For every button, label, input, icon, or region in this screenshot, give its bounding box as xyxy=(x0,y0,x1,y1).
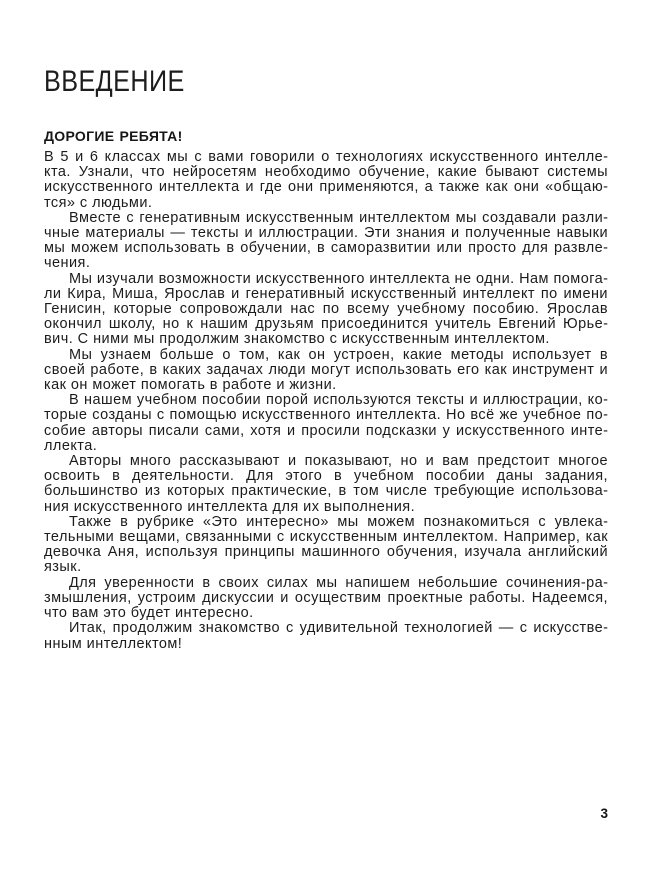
paragraph-3: Мы изучали возможности искусственного интеллекта не одни. Нам помогали Кира, Миша, Ярослав и генеративный искусственный интеллект по имени Генисин, которые сопровождали нас по всему учебному пособию. Ярослав окончил школу, но к нашим друзьям присоединится учитель Евгений Юрьевич. С ними мы продолжим знакомство с искусственным интеллектом. xyxy=(44,270,608,348)
page-title-text: ВВЕДЕНИЕ xyxy=(44,65,185,98)
paragraph-1: В 5 и 6 классах мы с вами говорили о технологиях искусственного интеллекта. Узнали, что нейросетям необходимо обучение, какие бывают системы искусственного интеллекта и где они применяются, а также как они «общаются» с людьми. xyxy=(44,149,608,211)
paragraph-2: Вместе с генеративным искусственным интеллектом мы создавали различные материалы — тексты и иллюстрации. Эти знания и полученные навыки мы можем использовать в обучении, в саморазвитии или просто для развлечения. xyxy=(44,209,608,272)
page-content xyxy=(44,0,608,652)
paragraph-4: Мы узнаем больше о том, как он устроен, какие методы использует в своей работе, в каких задачах люди могут использовать его как инструмент и как он может помогать в работе и жизни. xyxy=(44,346,608,394)
paragraph-9: Итак, продолжим знакомство с удивительной технологией — с искусственным интеллектом! xyxy=(44,620,608,652)
paragraph-8: Для уверенности в своих силах мы напишем небольшие сочинения-размышления, устроим дискуссии и осуществим проектные работы. Надеемся, что вам это будет интересно. xyxy=(44,574,608,622)
paragraph-6: Авторы много рассказывают и показывают, но и вам предстоит многое освоить в деятельности. Для этого в учебном пособии даны задания, большинство из которых практические, в том числе требующие использования искусственного интеллекта для их выполнения. xyxy=(44,453,608,515)
page-title xyxy=(44,66,608,97)
paragraph-7: Также в рубрике «Это интересно» мы можем познакомиться с увлекательными вещами, связанными с искусственным интеллектом. Например, как девочка Аня, используя принципы машинного обучения, изучала английский язык. xyxy=(44,513,608,576)
page-number: 3 xyxy=(600,806,608,821)
paragraph-5: В нашем учебном пособии порой используются тексты и иллюстрации, которые созданы с помощью искусственного интеллекта. Но всё же учебное пособие авторы писали сами, хотя и просили подсказки у искусственного интеллекта. xyxy=(44,392,608,454)
section-heading: ДОРОГИЕ РЕБЯТА! xyxy=(44,128,183,144)
body-text xyxy=(44,150,608,652)
